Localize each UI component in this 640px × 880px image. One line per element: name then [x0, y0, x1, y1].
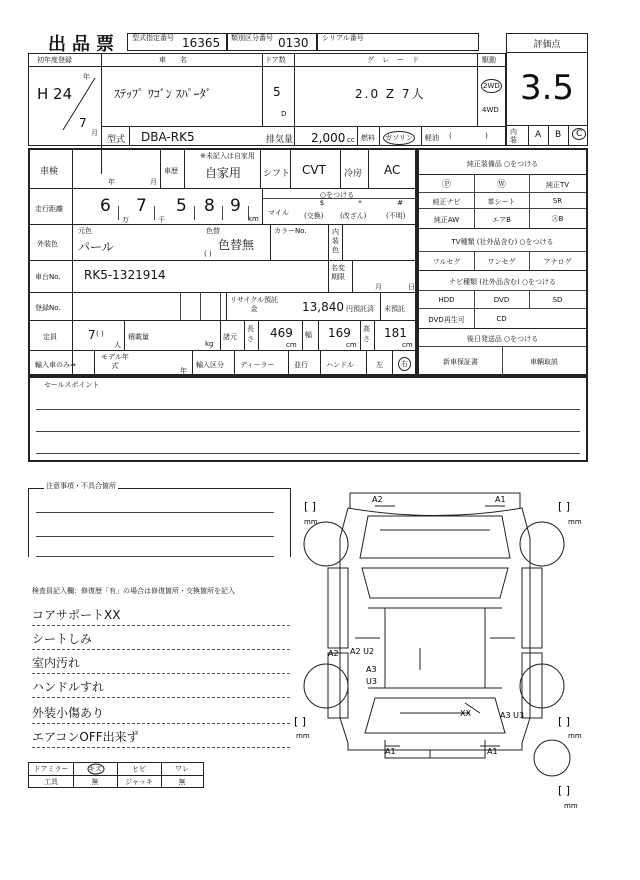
fuel-label: 燃料: [361, 134, 375, 142]
fuel-other-bracket: ( ): [449, 132, 488, 140]
name-change-label: 名変期限: [331, 264, 345, 281]
interior-c: C: [572, 128, 586, 140]
drive-2wd: 2WD: [481, 79, 502, 93]
navi-hdd: HDD: [438, 296, 455, 304]
mark-a1-rear-right: A1: [487, 747, 498, 756]
drive-label: 駆動: [482, 56, 496, 64]
car-name: ｽﾃｯﾌﾟ ﾜｺﾞﾝ ｽﾊﾟｰﾀﾞ: [114, 87, 212, 101]
history-note: ※未記入は自家用: [200, 152, 255, 160]
mileage-digit-separator: [154, 206, 155, 220]
dollar-option: $: [319, 199, 325, 207]
interior-color-label: 内装色: [332, 228, 339, 254]
grade-value: 2.0 Z 7人: [355, 87, 426, 101]
model-code: 16365: [182, 36, 221, 50]
history-value: 自家用: [205, 166, 242, 180]
tools-h-crack: ヒビ: [132, 765, 146, 773]
mark-a3u3: A3 U3: [500, 711, 525, 720]
mileage-km: km: [248, 215, 259, 223]
doors-label: ドア数: [265, 56, 286, 64]
equip-navi: 純正ナビ: [432, 198, 461, 206]
equip-leather: 革シート: [487, 198, 516, 206]
inspection-year: 年: [108, 178, 115, 186]
car-name-label: 車名: [159, 56, 201, 64]
notes-label: 注意事項・不具合箇所: [46, 482, 116, 490]
note-item: コアサポートXX: [32, 606, 290, 626]
sales-point-section: [28, 376, 588, 462]
recycle-value: 13,840: [302, 300, 344, 314]
mileage-man: 万: [122, 216, 129, 224]
recycle-unit: 円預託済: [346, 305, 374, 313]
reg-label: 登録No.: [35, 304, 61, 312]
tv-fullseg: フルセグ: [432, 258, 461, 266]
mileage-circle-note: ○をつける: [320, 191, 355, 199]
mileage-label: 走行距離: [35, 205, 63, 213]
first-reg-month: 7: [79, 116, 87, 130]
later-title: 後日発送品 ○をつける: [466, 335, 539, 343]
inspection-month: 月: [150, 178, 157, 186]
dvd-playback: DVD再生可: [428, 316, 465, 324]
bracket-rear-left: [ ]: [294, 715, 307, 728]
mm-front-left: mm: [304, 518, 318, 526]
length-cm: cm: [286, 341, 297, 349]
not-deposited: 未預託: [384, 305, 405, 313]
bracket-front-left: [ ]: [304, 500, 317, 513]
model-code-box: [127, 33, 227, 51]
note-item: ハンドルすれ: [32, 678, 290, 698]
length-value: 469: [270, 326, 293, 340]
interior-b: B: [555, 130, 562, 140]
inspection-label: 車検: [40, 167, 59, 177]
bracket-front-right: [ ]: [558, 500, 571, 513]
first-reg-era: H 24: [37, 85, 73, 103]
notes-bracket: [28, 488, 291, 557]
equip-tv: 純正TV: [545, 181, 570, 189]
month-suffix: 月: [91, 129, 98, 137]
mark-a2-front: A2: [372, 495, 383, 504]
interior-a: A: [535, 130, 542, 140]
mileage-digit-separator: [222, 206, 223, 220]
tv-analog: アナログ: [543, 258, 572, 266]
inspector-note: 検査員記入欄：修復歴「有」の場合は修復箇所・交換箇所を記入: [32, 587, 235, 595]
roof-outline: [385, 608, 485, 688]
star-option: *: [358, 199, 362, 207]
model-year-label: モデル年式: [101, 353, 129, 370]
length-label: 長さ: [247, 325, 254, 343]
fuel-diesel: 軽油: [425, 134, 439, 142]
navi-title: ナビ種類 (社外品含む) ○をつける: [448, 278, 557, 286]
handle-right: 右: [398, 357, 411, 371]
tools-jack-value: 無: [178, 778, 186, 786]
handle-label: ハンドル: [326, 361, 354, 369]
mark-a2u2: A2 U2: [350, 647, 375, 656]
import-label: 輸入車のみ⇒: [35, 361, 76, 369]
equip-airbag: エアB: [492, 216, 511, 224]
doors-sub: D: [281, 110, 287, 118]
tools-tool-label: 工具: [44, 778, 58, 786]
interior-grade-box: [506, 125, 588, 146]
cd-player: CD: [496, 315, 507, 323]
import-type-label: 輸入区分: [196, 361, 224, 369]
tv-title: TV種類 (社外品含む) ○をつける: [451, 238, 554, 246]
scratch-circle-icon: [81, 763, 111, 775]
grade-label: グレード: [367, 56, 427, 64]
mm-spare: mm: [564, 802, 578, 808]
model-year-unit: 年: [180, 367, 187, 375]
equipment-title: 純正装備品 ○をつける: [466, 160, 539, 168]
doors-value: 5: [273, 85, 281, 99]
mileage-sen: 千: [158, 216, 165, 224]
main-details-section: [28, 148, 417, 376]
note-item: 外装小傷あり: [32, 704, 290, 724]
score-label: 評価点: [533, 40, 561, 50]
equip-p: Ⓟ: [441, 180, 451, 190]
mm-rear-right: mm: [568, 732, 582, 740]
first-reg-label: 初年度登録: [37, 56, 72, 64]
fuel-gasoline: ガソリン: [383, 131, 415, 145]
color-value: パール: [78, 240, 114, 254]
equip-w: Ⓦ: [496, 180, 506, 190]
equip-ab: ⒶB: [551, 215, 564, 223]
hood-outline: [360, 516, 510, 558]
type-label: 型式: [107, 135, 126, 145]
spare-tire: [534, 740, 570, 776]
mark-u3: U3: [366, 677, 377, 686]
handle-left: 左: [376, 361, 383, 369]
rear-left-tire: [304, 664, 348, 708]
mm-rear-left: mm: [296, 732, 310, 740]
star-sub: (改ざん): [340, 212, 367, 220]
repaint-paren: ( ): [204, 250, 212, 258]
later-manual: 車輌取説: [530, 358, 558, 366]
drive-4wd: 4WD: [482, 106, 499, 114]
load-label: 積載量: [128, 333, 149, 341]
sales-point-label: セールスポイント: [44, 381, 100, 389]
tools-h-scratch: キズ: [88, 765, 102, 773]
vehicle-info-section: [28, 53, 506, 146]
displacement-label: 排気量: [266, 135, 294, 145]
navi-dvd: DVD: [493, 296, 510, 304]
import-dealer: ディーラー: [240, 361, 275, 369]
model-code-label: 型式指定番号: [132, 34, 174, 42]
capacity-value: 7: [88, 328, 96, 342]
shift-label: シフト: [263, 169, 291, 179]
cc-unit: cc: [347, 136, 355, 144]
recycle-label: リサイクル預託金: [229, 296, 279, 313]
chassis-label: 車台No.: [35, 273, 61, 281]
bracket-spare: [ ]: [558, 784, 571, 797]
front-right-tire: [520, 522, 564, 566]
ext-color-label: 外装色: [37, 240, 58, 248]
mileage-digit-separator: [194, 206, 195, 220]
left-rear-door: [328, 653, 348, 718]
tools-h-break: ワレ: [175, 765, 189, 773]
displacement-value: 2,000: [311, 131, 346, 145]
height-value: 181: [384, 326, 407, 340]
note-item: 室内汚れ: [32, 654, 290, 674]
mileage-digit-separator: [248, 206, 249, 220]
capacity-unit: 人: [114, 341, 121, 349]
width-label: 幅: [305, 331, 312, 339]
name-change-day: 日: [408, 283, 415, 291]
width-cm: cm: [346, 341, 357, 349]
width-value: 169: [328, 326, 351, 340]
mileage-digit: 5: [176, 196, 187, 216]
color-no-label: カラーNo.: [274, 227, 307, 235]
windshield-outline: [362, 568, 508, 598]
tools-tool-value: 無: [91, 778, 99, 786]
score-value: 3.5: [519, 68, 575, 108]
original-color-label: 元色: [78, 227, 92, 235]
dims-label: 諸元: [223, 333, 237, 341]
mark-xx: XX: [460, 709, 471, 718]
tools-h-mirror: ドアミラー: [33, 765, 69, 773]
mileage-digit-separator: [118, 206, 119, 220]
bracket-rear-right: [ ]: [558, 715, 571, 728]
serial-box: [317, 33, 479, 51]
class-code-label: 類別区分番号: [231, 34, 273, 42]
equip-sr: SR: [552, 197, 563, 205]
mileage-digit: 9: [230, 196, 241, 216]
mileage-digit: 7: [136, 196, 147, 216]
mm-front-right: mm: [568, 518, 582, 526]
left-front-door: [328, 568, 348, 648]
capacity-label: 定員: [43, 333, 57, 341]
cooler-value: AC: [384, 163, 401, 177]
hash-sub: (不明): [386, 212, 406, 220]
mileage-digit: 8: [204, 196, 215, 216]
hash-option: #: [397, 199, 403, 207]
type-value: DBA-RK5: [141, 130, 195, 144]
class-code-box: [227, 33, 317, 51]
mark-a1-front: A1: [495, 495, 506, 504]
year-suffix: 年: [83, 73, 90, 81]
cooler-label: 冷房: [344, 169, 363, 179]
mark-a2-left-door: A2: [328, 649, 339, 658]
dollar-sub: (交換): [304, 212, 324, 220]
height-cm: cm: [402, 341, 413, 349]
tools-jack-label: ジャッキ: [125, 778, 153, 786]
rear-gate-outline: [365, 698, 505, 733]
tools-table: [28, 762, 204, 788]
mark-a1-rear-left: A1: [385, 747, 396, 756]
interior-label: 内装: [510, 128, 517, 144]
repaint-label: 色替: [206, 227, 220, 235]
repaint-value: 色替無: [218, 238, 255, 252]
notes-bracket-right: [275, 488, 291, 557]
mark-a3: A3: [366, 665, 377, 674]
front-left-tire: [304, 522, 348, 566]
shift-value: CVT: [302, 163, 326, 177]
rear-bumper-outline: [385, 740, 485, 758]
form-title: 出品票: [48, 34, 120, 55]
note-item: シートしみ: [32, 630, 290, 650]
right-front-door: [522, 568, 542, 648]
car-damage-diagram: [290, 488, 600, 808]
height-label: 高さ: [363, 325, 370, 343]
class-code: 0130: [278, 36, 309, 50]
history-label: 車歴: [164, 167, 178, 175]
serial-label: シリアル番号: [322, 34, 364, 42]
navi-sd: SD: [552, 296, 563, 304]
capacity-paren: ( ): [96, 330, 104, 338]
name-change-month: 月: [375, 283, 382, 291]
tv-oneseg: ワンセグ: [487, 258, 516, 266]
note-item: エアコンOFF出来ず: [32, 728, 290, 748]
chassis-value: RK5-1321914: [84, 268, 166, 282]
equip-aw: 純正AW: [433, 216, 460, 224]
equipment-section: [417, 148, 588, 376]
mileage-digit: 6: [100, 196, 111, 216]
load-kg: kg: [205, 340, 214, 348]
later-warranty: 新車保証書: [443, 358, 478, 366]
mile-option: マイル: [268, 209, 289, 217]
import-parallel: 並行: [294, 361, 308, 369]
